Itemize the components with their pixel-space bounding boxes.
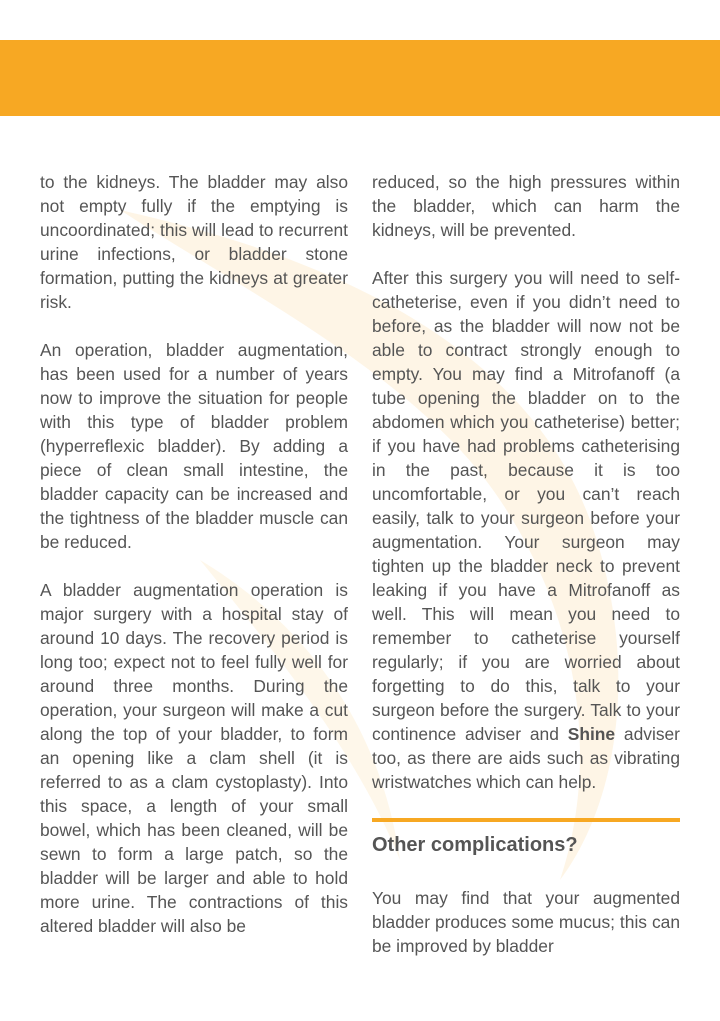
right-column: [372, 170, 680, 982]
subheading-rule: [372, 818, 680, 822]
shine-brand-name: Shine: [567, 724, 616, 744]
left-column: [40, 170, 348, 962]
right-paragraph-2: [372, 266, 680, 794]
right-paragraph-1: reduced, so the high pressures within the bladder, which can harm the kidneys, will be prevented.: [372, 172, 680, 240]
right-paragraph-2-text-a: After this surgery you will need to self-catheterise, even if you didn’t need to before, as the bladder will now not be able to contract strongly enough to empty. You may find a Mitrofanoff (a tube opening the bladder on to the abdomen which you catheterise) better; if you have had problems catheterising in the past, because it is too uncomfortable, or you can’t reach easily, talk to your surgeon before your augmentation. Your surgeon may tighten up the bladder neck to prevent leaking if you have a Mitrofanoff as well. This will mean you need to remember to catheterise yourself regularly; if you are worried about forgetting to do this, talk to your surgeon before the surgery. Talk to your continence adviser and: [372, 268, 680, 744]
left-paragraph-2: An operation, bladder augmentation, has been used for a number of years now to improve the situation for people with this type of bladder problem (hyperreflexic bladder). By adding a piece of clean small intestine, the bladder capacity can be increased and the tightness of the bladder muscle can be reduced.: [40, 340, 348, 552]
left-paragraph-1: to the kidneys. The bladder may also not empty fully if the emptying is uncoordinated; this will lead to recurrent urine infections, or bladder stone formation, putting the kidneys at greater risk.: [40, 172, 348, 312]
subheading-other-complications: Other complications?: [372, 834, 578, 856]
right-paragraph-3: You may find that your augmented bladder produces some mucus; this can be improved by bladder: [372, 888, 680, 956]
right-paragraph-2-text-b: adviser too, as there are aids such as vibrating wristwatches which can help.: [372, 724, 680, 792]
left-paragraph-3: A bladder augmentation operation is major surgery with a hospital stay of around 10 days. The recovery period is long too; expect not to feel fully well for around three months. During the operation, your surgeon will make a cut along the top of your bladder, to form an opening like a clam shell (it is referred to as a clam cystoplasty). Into this space, a length of your small bowel, which has been cleaned, will be sewn to form a large patch, so the bladder will be larger and able to hold more urine. The contractions of this altered bladder will also be: [40, 580, 348, 936]
header-bar: [0, 40, 720, 116]
